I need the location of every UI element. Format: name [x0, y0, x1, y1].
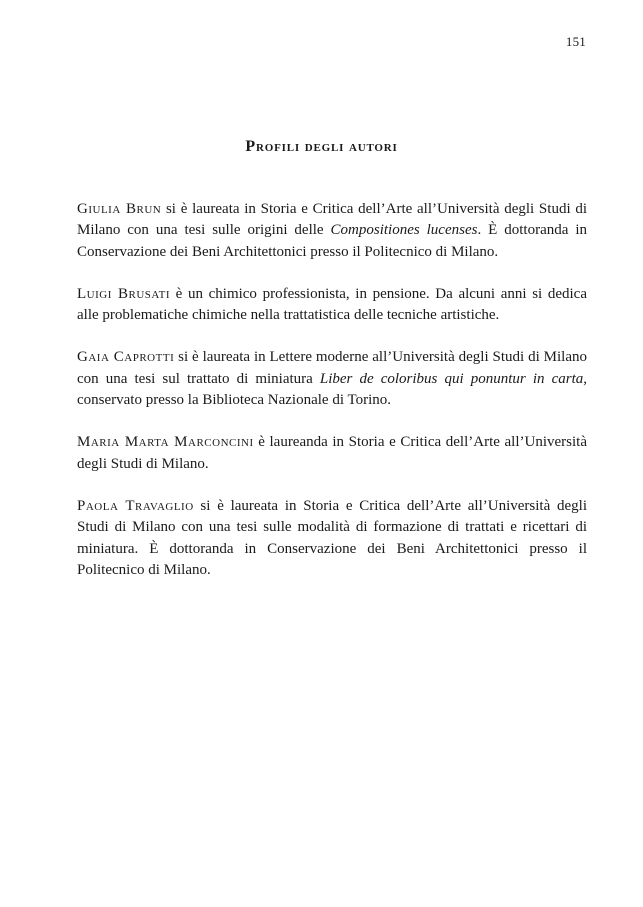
profile-text: si è laureata in Storia e Critica dell’Arte all’Università degli Studi di Milano con una tesi sulle origini delle — [77, 201, 588, 239]
author-name: Paola Travaglio — [77, 497, 194, 514]
author-name: Maria Marta Marconcini — [77, 434, 254, 451]
author-name: Luigi Brusati — [77, 285, 171, 302]
page-title: Profili degli autori — [245, 138, 398, 155]
author-name: Giulia Brun — [77, 201, 162, 217]
author-name: Gaia Caprotti — [77, 349, 175, 366]
page-number: 151 — [565, 34, 586, 49]
author-profiles — [77, 199, 587, 602]
profile-text: . È dottoranda in Conservazione dei Beni Architettonici presso il Politecnico di Milano. — [77, 222, 587, 260]
work-title: Liber de coloribus qui ponuntur in carta — [319, 370, 584, 387]
author-profile — [77, 347, 587, 411]
author-profile — [77, 432, 587, 475]
author-profile — [77, 284, 587, 327]
profile-text: , conservato presso la Biblioteca Nazionale di Torino. — [77, 370, 587, 409]
profile-text: si è laureata in Lettere moderne all’Università degli Studi di Milano con una tesi sul trattato di miniatura — [77, 349, 587, 387]
author-profile — [77, 496, 587, 581]
author-profile — [77, 199, 587, 263]
profile-text: si è laureata in Storia e Critica dell’Arte all’Università degli Studi di Milano con una tesi sulle modalità di formazione di trattati e ricettari di miniatura. È dottoranda in Conservazione dei Beni Architettonici presso il Politecnico di Milano. — [77, 497, 587, 578]
work-title: Compositiones lucenses — [330, 222, 478, 239]
profile-text: è un chimico professionista, in pensione. Da alcuni anni si dedica alle problematiche chimiche nella trattatistica delle tecniche artistiche. — [77, 285, 587, 324]
profile-text: è laureanda in Storia e Critica dell’Arte all’Università degli Studi di Milano. — [77, 434, 587, 472]
